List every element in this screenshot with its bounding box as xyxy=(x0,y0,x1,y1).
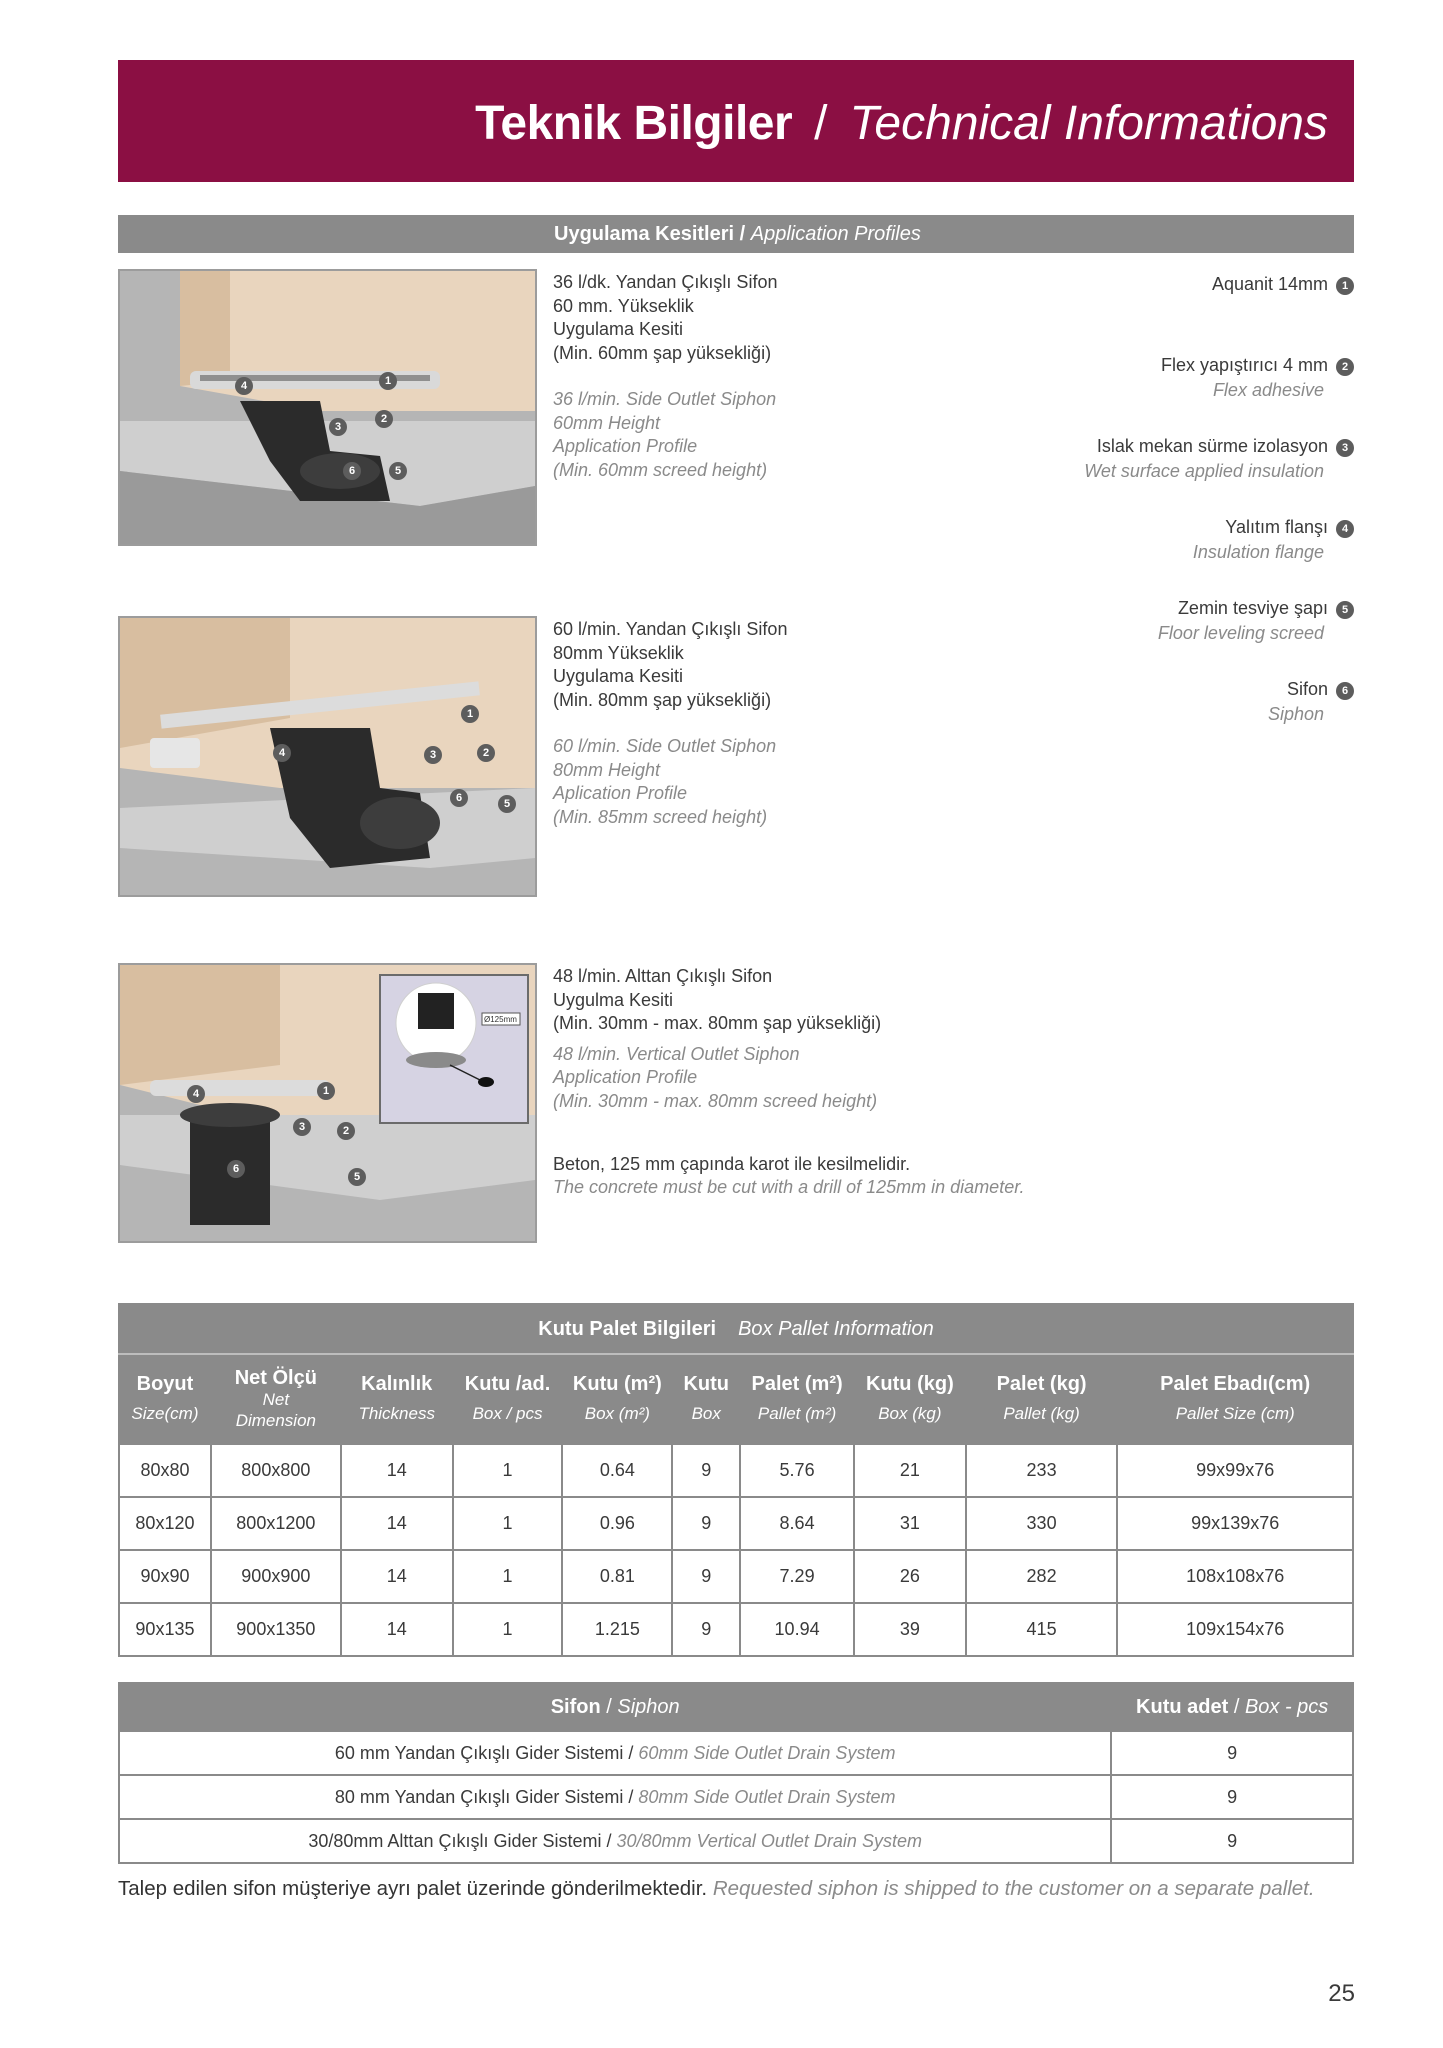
legend-item: Sifon 6 Siphon xyxy=(934,677,1354,758)
callout-2: 2 xyxy=(337,1122,355,1140)
table-row: 90x135 900x1350 14 1 1.215 9 10.94 39 415 109x154x76 xyxy=(119,1603,1353,1656)
concrete-note: Beton, 125 mm çapında karot ile kesilmelidir. The concrete must be cut with a drill of 125mm in diameter. xyxy=(553,1154,1025,1197)
callout-3: 3 xyxy=(424,746,442,764)
profile-figure-3 xyxy=(118,963,537,1243)
callout-6: 6 xyxy=(450,789,468,807)
table-row: 90x90 900x900 14 1 0.81 9 7.29 26 282 108x108x76 xyxy=(119,1550,1353,1603)
callout-5: 5 xyxy=(389,462,407,480)
callout-3: 3 xyxy=(329,418,347,436)
callout-5: 5 xyxy=(498,795,516,813)
legend-number: 3 xyxy=(1336,439,1354,457)
legend xyxy=(934,272,1354,758)
page-title xyxy=(475,96,1328,151)
callout-4: 4 xyxy=(273,744,291,762)
footnote: Talep edilen sifon müşteriye ayrı palet üzerinde gönderilmektedir. Requested siphon is shipped to the customer on a separate pallet. xyxy=(118,1877,1315,1900)
callout-6: 6 xyxy=(227,1160,245,1178)
profile-2-text: 60 l/min. Yandan Çıkışlı Sifon 80mm Yükseklik Uygulama Kesiti (Min. 80mm şap yüksekliği) 60 l/min. Side Outlet Siphon 80mm Height Aplication Profile (Min. 85mm screed height) xyxy=(553,619,788,827)
table-row: 60 mm Yandan Çıkışlı Gider Sistemi / 60mm Side Outlet Drain System 9 xyxy=(119,1731,1353,1775)
legend-item: Aquanit 14mm 1 xyxy=(934,272,1354,353)
profile-1-text: 36 l/dk. Yandan Çıkışlı Sifon 60 mm. Yükseklik Uygulama Kesiti (Min. 60mm şap yüksekliği) 36 l/min. Side Outlet Siphon 60mm Height Application Profile (Min. 60mm screed height) xyxy=(553,272,778,480)
profile-illustration-2 xyxy=(120,618,535,895)
legend-item: Flex yapıştırıcı 4 mm 2 Flex adhesive xyxy=(934,353,1354,434)
siphon-header: Sifon / Siphon xyxy=(119,1683,1111,1731)
pallet-table-title: Kutu Palet Bilgileri Box Pallet Information xyxy=(119,1304,1353,1354)
profile-illustration-1 xyxy=(120,271,535,544)
callout-4: 4 xyxy=(187,1085,205,1103)
profiles-bar-en: Application Profiles xyxy=(750,223,921,245)
page-number: 25 xyxy=(1328,1980,1355,2007)
callout-4: 4 xyxy=(235,377,253,395)
column-header: Kalınlık Thickness xyxy=(341,1354,453,1444)
header-banner xyxy=(118,60,1354,182)
box-pcs-header: Kutu adet / Box - pcs xyxy=(1111,1683,1353,1731)
table-row: 80x80 800x800 14 1 0.64 9 5.76 21 233 99x99x76 xyxy=(119,1444,1353,1497)
column-header: Palet Ebadı(cm) Pallet Size (cm) xyxy=(1117,1354,1353,1444)
profile-figure-2 xyxy=(118,616,537,897)
table-row: 80 mm Yandan Çıkışlı Gider Sistemi / 80mm Side Outlet Drain System 9 xyxy=(119,1775,1353,1819)
callout-1: 1 xyxy=(379,372,397,390)
column-header: Kutu (m²) Box (m²) xyxy=(562,1354,672,1444)
profile-3-text: 48 l/min. Alttan Çıkışlı Sifon Uygulma Kesiti (Min. 30mm - max. 80mm şap yüksekliği) 48 l/min. Vertical Outlet Siphon Application Profile (Min. 30mm - max. 80mm screed height) xyxy=(553,966,882,1111)
pallet-table xyxy=(118,1303,1354,1657)
column-header: Kutu Box xyxy=(672,1354,740,1444)
callout-6: 6 xyxy=(343,462,361,480)
profile-illustration-3 xyxy=(120,965,535,1241)
siphon-table xyxy=(118,1682,1354,1864)
legend-number: 4 xyxy=(1336,520,1354,538)
callout-3: 3 xyxy=(293,1118,311,1136)
callout-1: 1 xyxy=(461,705,479,723)
title-en: Technical Informations xyxy=(849,97,1328,150)
callout-5: 5 xyxy=(348,1168,366,1186)
column-header: Kutu (kg) Box (kg) xyxy=(854,1354,966,1444)
table-row: 80x120 800x1200 14 1 0.96 9 8.64 31 330 99x139x76 xyxy=(119,1497,1353,1550)
profiles-bar xyxy=(118,215,1354,253)
callout-1: 1 xyxy=(317,1082,335,1100)
table-row: 30/80mm Alttan Çıkışlı Gider Sistemi / 30/80mm Vertical Outlet Drain System 9 xyxy=(119,1819,1353,1863)
profile-figure-1 xyxy=(118,269,537,546)
profiles-bar-tr: Uygulama Kesitleri / xyxy=(554,223,746,245)
legend-number: 6 xyxy=(1336,682,1354,700)
column-header: Boyut Size(cm) xyxy=(119,1354,211,1444)
callout-2: 2 xyxy=(477,744,495,762)
title-tr: Teknik Bilgiler xyxy=(475,97,793,150)
legend-item: Zemin tesviye şapı 5 Floor leveling screed xyxy=(934,596,1354,677)
column-header: Palet (kg) Pallet (kg) xyxy=(966,1354,1118,1444)
column-header: Net Ölçü Net Dimension xyxy=(211,1354,341,1444)
inset-size-label: Ø125mm xyxy=(484,1015,517,1024)
column-header: Palet (m²) Pallet (m²) xyxy=(740,1354,854,1444)
pallet-table-header xyxy=(119,1354,1353,1444)
legend-item: Islak mekan sürme izolasyon 3 Wet surface applied insulation xyxy=(934,434,1354,515)
title-separator: / xyxy=(814,97,828,150)
legend-number: 5 xyxy=(1336,601,1354,619)
legend-item: Yalıtım flanşı 4 Insulation flange xyxy=(934,515,1354,596)
column-header: Kutu /ad. Box / pcs xyxy=(453,1354,563,1444)
callout-2: 2 xyxy=(375,410,393,428)
legend-number: 2 xyxy=(1336,358,1354,376)
legend-number: 1 xyxy=(1336,277,1354,295)
